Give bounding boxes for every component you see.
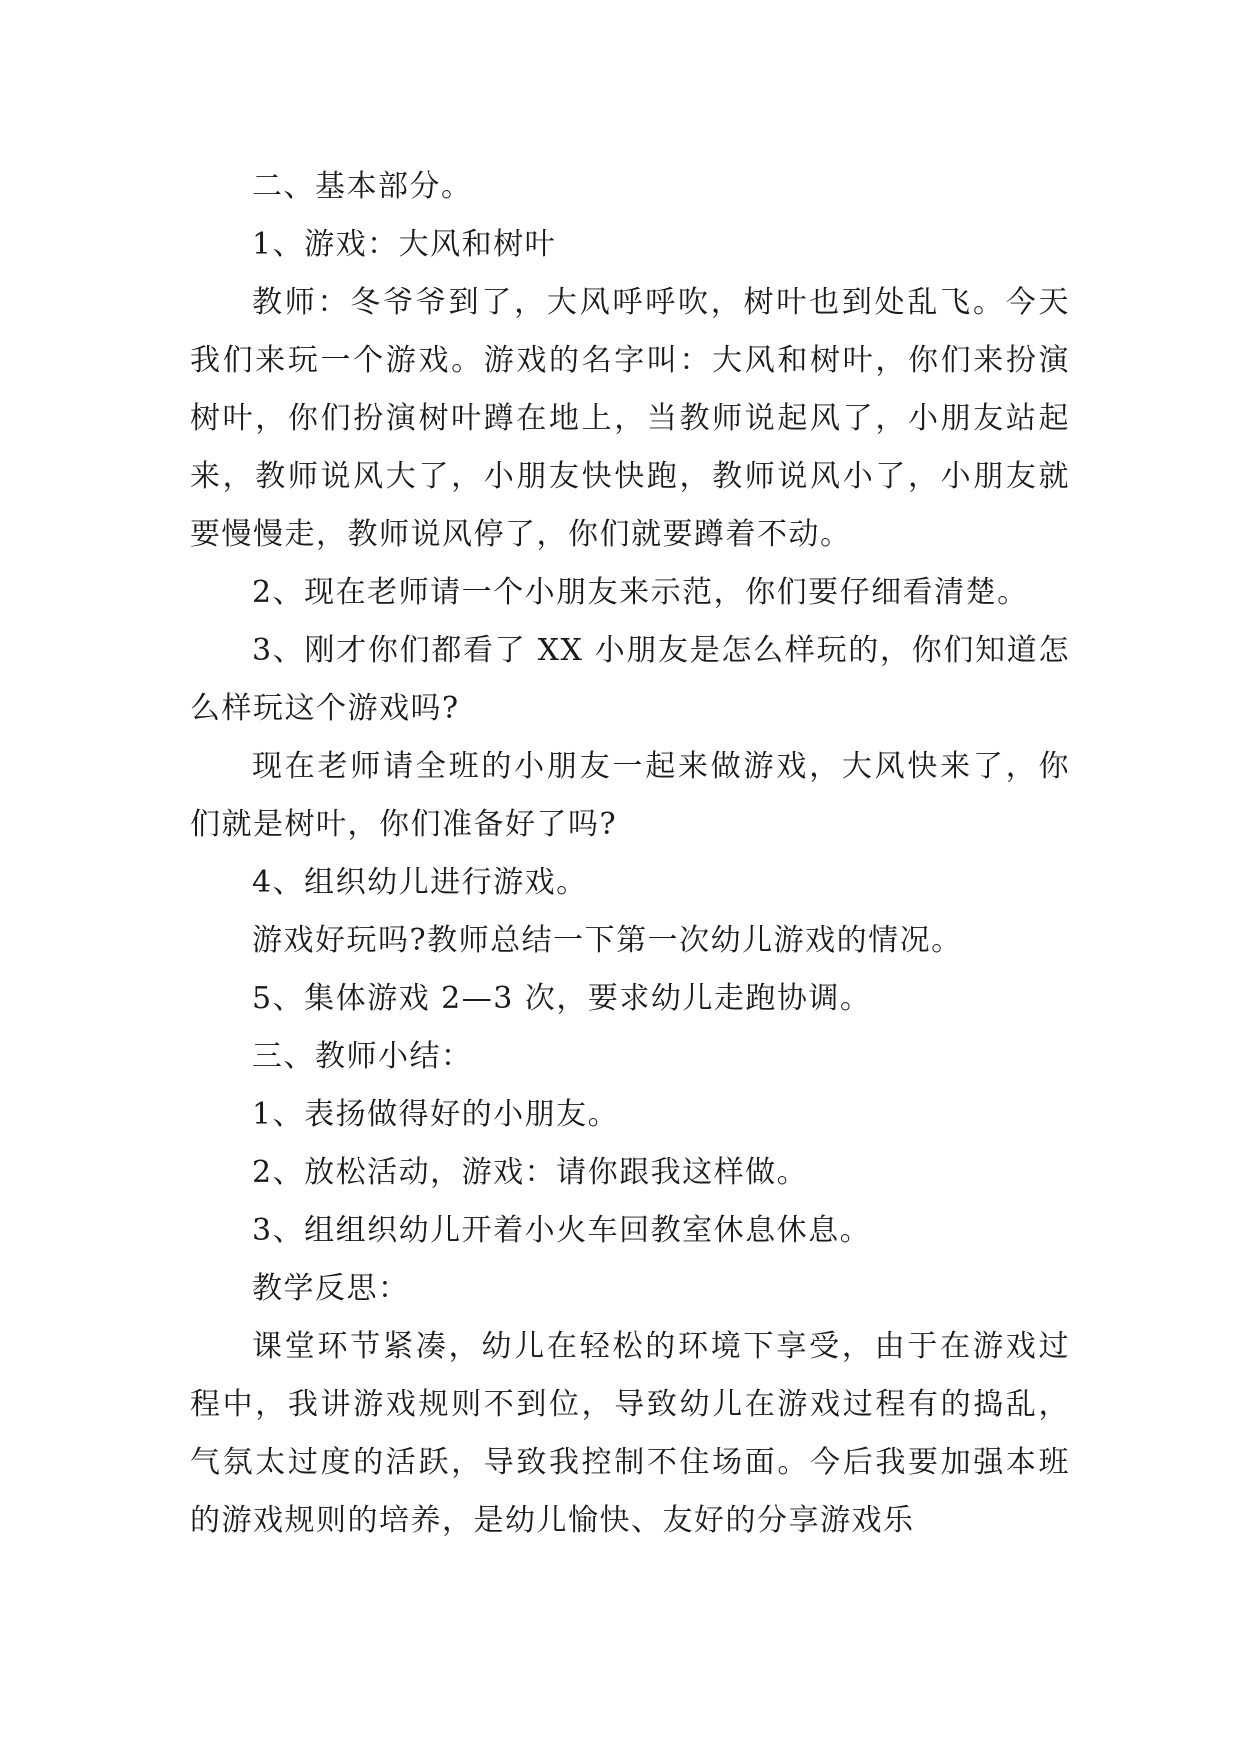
step-2-paragraph: 2、现在老师请一个小朋友来示范，你们要仔细看清楚。 — [252, 575, 1029, 610]
step-4-paragraph: 4、组织幼儿进行游戏。 — [252, 865, 588, 900]
document-body — [190, 158, 1070, 1550]
reflection-paragraph: 课堂环节紧凑，幼儿在轻松的环境下享受，由于在游戏过程中，我讲游戏规则不到位，导致幼儿在游戏过程有的捣乱，气氛太过度的活跃，导致我控制不住场面。今后我要加强本班的游戏规则的培养，是幼儿愉快、友好的分享游戏乐 — [190, 1329, 1070, 1538]
section-heading-reflection: 教学反思： — [252, 1271, 410, 1306]
whole-class-paragraph: 现在老师请全班的小朋友一起来做游戏，大风快来了，你们就是树叶，你们准备好了吗? — [190, 749, 1070, 842]
game-summary-paragraph: 游戏好玩吗?教师总结一下第一次幼儿游戏的情况。 — [252, 923, 963, 958]
section-heading-summary: 三、教师小结： — [252, 1039, 473, 1074]
summary-item-1: 1、表扬做得好的小朋友。 — [252, 1097, 620, 1132]
step-3-paragraph: 3、刚才你们都看了 XX 小朋友是怎么样玩的，你们知道怎么样玩这个游戏吗? — [190, 633, 1070, 726]
step-5-paragraph: 5、集体游戏 2—3 次，要求幼儿走跑协调。 — [252, 981, 872, 1016]
section-heading-basic: 二、基本部分。 — [252, 169, 473, 204]
summary-item-3: 3、组组织幼儿开着小火车回教室休息休息。 — [252, 1213, 872, 1248]
step-1-heading: 1、游戏：大风和树叶 — [252, 227, 557, 262]
teacher-instructions-paragraph: 教师：冬爷爷到了，大风呼呼吹，树叶也到处乱飞。今天我们来玩一个游戏。游戏的名字叫：大风和树叶，你们来扮演树叶，你们扮演树叶蹲在地上，当教师说起风了，小朋友站起来，教师说风大了，小朋友快快跑，教师说风小了，小朋友就要慢慢走，教师说风停了，你们就要蹲着不动。 — [190, 285, 1070, 552]
summary-item-2: 2、放松活动，游戏：请你跟我这样做。 — [252, 1155, 809, 1190]
